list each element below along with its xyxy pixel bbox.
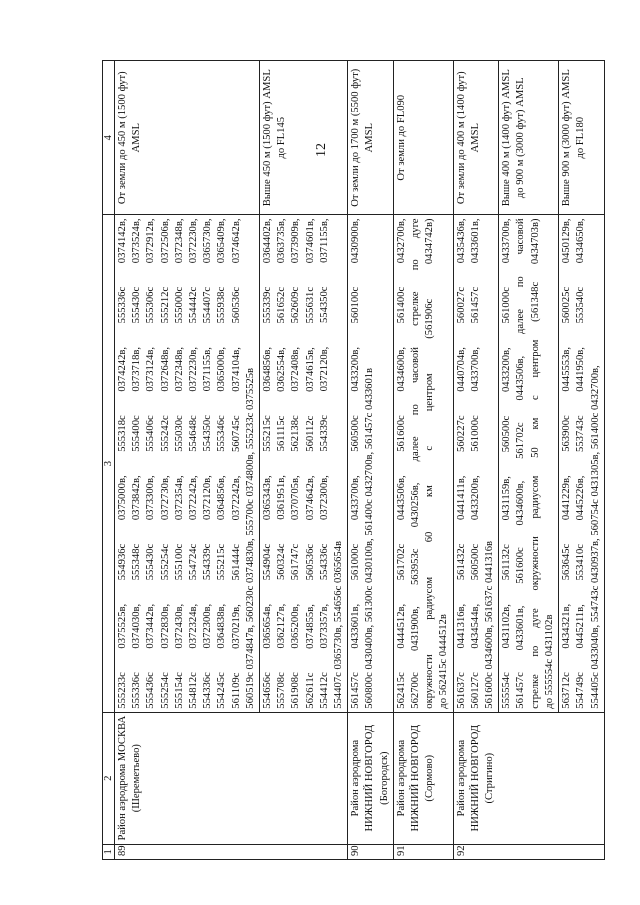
header-col-3: 3 [103,215,115,712]
coordinate-line: 554336с 0372300в, 554339с 0372120в, 554350с 0371155в, 554407с 0365730в, [202,218,214,709]
coordinate-line: 555254с 0372830в, 555254с 0372730в, 555242с 0372648в, 555212с 0372506в, [159,218,171,709]
altitude-limits: Выше 450 м (1500 фут) AMSL до FL145 [260,61,348,216]
coordinate-line: 561908с 0365200в, 561747с 0370705в, 562138с 0372408в, 562609с 0373909в, [290,218,302,709]
coordinate-line: 560800с 0430400в, 561300с 0430100в, 561400с 0432700в, 561457с 0433601в [364,367,376,709]
coordinate-line: 555708с 0362127в, 560324с 0361951в, 561115с 0362554в, 561652с 0363735в, [276,218,288,709]
table-row [348,61,394,860]
altitude-limits: От земли до 1700 м (5500 фут) AMSL [348,61,394,216]
coordinate-line: 561457с 0433601в, 561000с 0433700в, 560500с 0433200в, 560100с 0430900в, [350,218,362,709]
header-row [103,61,115,860]
coordinate-line: окружности радиусом 60 км с центром (561906с 0434742в) [424,218,436,709]
aerodrome-area: Район аэродрома НИЖНИЙ НОВГОРОД (Стригино) [453,712,604,844]
coordinate-line: 554405с 0433040в, 554743с 0430937в, 560754с 0431305в, 561400с 0432700в, [589,365,601,709]
boundary-coordinates [453,215,499,712]
header-col-4: 4 [103,61,115,216]
coordinate-line: стрелке по дуге окружности радиусом 50 км с центром (561348с 0434703в) [529,218,541,709]
header-col-1: 1 [103,844,115,859]
coordinate-line: 561600с 0434600в, 561637с 0441316в [484,540,496,709]
table-row [453,61,499,860]
altitude-limits: От земли до 400 м (1400 фут) AMSL [453,61,499,216]
coordinate-line: 554412с 0373357в, 554336с 0372300в, 554339с 0372120в, 554350с 0371155в, [318,218,330,709]
coordinate-line: 560127с 0434544в, 560500с 0433200в, 561000с 0433700в, 561457с 0433601в, [469,218,481,709]
boundary-coordinates [499,215,559,712]
row-number: 92 [453,844,604,859]
coordinate-line: 561457с 0433601в, 561600с 0434600в, 561702с 0443506в, далее по часовой [515,218,527,709]
aerodrome-area: Район аэродрома НИЖНИЙ НОВГОРОД (Богородск) [348,712,394,844]
table-row [393,61,453,860]
aerodrome-area: Район аэродрома МОСКВА (Шереметьево) [115,712,348,844]
boundary-coordinates [260,215,348,712]
table-row [115,61,260,860]
coordinate-line: 563712с 0434321в, 563645с 0441229в, 563900с 0445553в, 560025с 0450129в, [561,218,573,709]
coordinate-line: 555154с 0372430в, 555100с 0372354в, 555030с 0372348в, 555000с 0372348в, [173,218,185,709]
coordinate-line: 555336с 0374030в, 555348с 0373842в, 555400с 0373718в, 555430с 0373524в, [131,218,143,709]
coordinate-line: 554749с 0445211в, 553410с 0445226в, 553743с 0441950в, 553540с 0434650в, [575,218,587,709]
page-number: 12 [314,143,329,157]
airspace-table [102,60,605,860]
row-number: 91 [393,844,453,859]
coordinate-line: 561109с 0370219в, 561444с 0372242в, 560745с 0374104в, 560536с 0374642в, [230,218,242,709]
coordinate-line: 560519с 0374847в, 560230с 0374830в, 555700с 0374800в, 555233с 0375525в [244,367,256,709]
coordinate-line: 555436с 0373442в, 555430с 0373300в, 555406с 0373124в, 555306с 0372912в, [145,218,157,709]
boundary-coordinates [348,215,394,712]
coordinate-line: 562415с 0444512в, 561702с 0443506в, 561600с 0434600в, 561400с 0432700в, [395,218,407,709]
airspace-table-container [102,60,612,860]
row-number: 90 [348,844,394,859]
coordinate-line: 554245с 0364838в, 555215с 0364856в, 555346с 0365000в, 555938с 0365409в, [216,218,228,709]
coordinate-line: 554812с 0372324в, 554724с 0372242в, 554648с 0372230в, 554442с 0372230в, [188,218,200,709]
coordinate-line: 554407с 0365730в, 554656с 0365654в [333,540,345,709]
boundary-coordinates [115,215,260,712]
coordinate-line: 562611с 0374855в, 560536с 0374642в, 560112с 0374615в, 555631с 0374601в, [304,218,316,709]
coordinate-line: 555233с 0375525в, 554936с 0375000в, 555318с 0374242в, 555336с 0374142в, [117,218,128,709]
coordinate-line: 561637с 0441316в, 561432с 0441411в, 560227с 0440704в, 560027с 0435436в, [455,218,467,709]
boundary-coordinates [393,215,453,712]
altitude-limits: От земли до 450 м (1500 фут) AMSL [115,61,260,216]
table-body [115,61,605,860]
altitude-limits: От земли до FL090 [393,61,453,216]
altitude-limits: Выше 400 м (1400 фут) AMSL до 900 м (3000 фут) AMSL [499,61,559,216]
coordinate-line: до 555554с 0431102в [543,614,555,709]
row-number: 89 [115,844,348,859]
coordinate-line: 554656с 0365654в, 554904с 0365343в, 555215с 0364856в, 555339с 0364402в, [262,218,274,709]
header-col-2: 2 [103,712,115,844]
aerodrome-area: Район аэродрома НИЖНИЙ НОВГОРОД (Сормово) [393,712,453,844]
coordinate-line: 562700с 0431900в, 563953с 0430256в, далее по часовой стрелке по дуге [410,218,422,709]
coordinate-line: до 562415с 0444512в [438,614,450,709]
coordinate-line: 555554с 0431102в, 561132с 0431159в, 560500с 0433200в, 561000с 0433700в, [501,218,513,709]
boundary-coordinates [559,215,605,712]
altitude-limits: Выше 900 м (3000 фут) AMSL до FL180 [559,61,605,216]
